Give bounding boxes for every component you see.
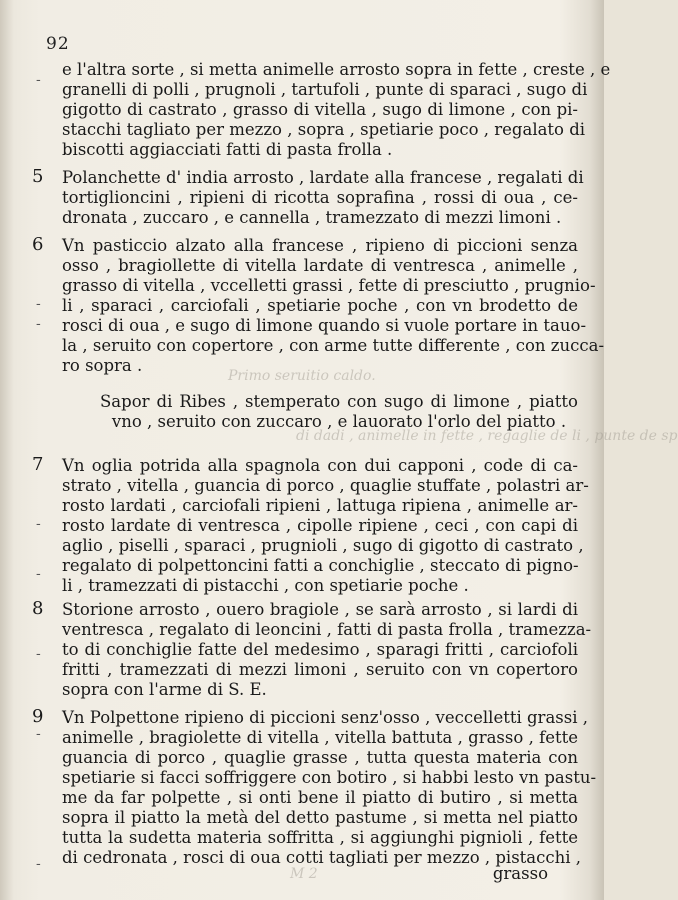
- text-line: e l'altra sorte , si metta animelle arrosto sopra in fette , creste , e: [62, 60, 611, 79]
- text-line: Sapor di Ribes , stemperato con sugo di limone , piatto: [100, 392, 578, 411]
- text-line: Vn Polpettone ripieno di piccioni senz'osso , veccelletti grassi ,: [62, 708, 588, 727]
- section-number: 6: [32, 234, 44, 255]
- section-number: 9: [32, 706, 44, 727]
- text-line: gigotto di castrato , grasso di vitella , sugo di limone , con pi-: [62, 100, 578, 119]
- section-number: 8: [32, 598, 44, 619]
- text-line: rosto lardati , carciofali ripieni , lattuga ripiena , animelle ar-: [62, 496, 578, 515]
- text-line: to di conchiglie fatte del medesimo , sparagi fritti , carciofoli: [62, 640, 578, 659]
- text-line: tutta la sudetta materia soffritta , si aggiunghi pignioli , fette: [62, 828, 578, 847]
- bleed-through-text: M 2: [290, 866, 318, 882]
- text-line: sopra il piatto la metà del detto pastume , si metta nel piatto: [62, 808, 578, 827]
- text-line: stacchi tagliato per mezzo , sopra , spetiarie poco , regalato di: [62, 120, 586, 139]
- section-number: 5: [32, 166, 44, 187]
- text-line: Storione arrosto , ouero bragiole , se sarà arrosto , si lardi di: [62, 600, 578, 619]
- margin-mark: -: [36, 646, 41, 662]
- catchword: grasso: [492, 864, 548, 883]
- text-line: la , seruito con copertore , con arme tutte differente , con zucca-: [62, 336, 605, 355]
- text-line: di cedronata , rosci di oua cotti tagliati per mezzo , pistacchi ,: [62, 848, 582, 867]
- text-line: ro sopra .: [62, 356, 143, 375]
- text-line: li , tramezzati di pistacchi , con spetiarie poche .: [62, 576, 469, 595]
- text-line: Vn pasticcio alzato alla francese , ripieno di piccioni senza: [62, 236, 578, 255]
- text-line: sopra con l'arme di S. E.: [62, 680, 267, 699]
- text-line: ventresca , regalato di leoncini , fatti di pasta frolla , tramezza-: [62, 620, 592, 639]
- section-number: 7: [32, 454, 44, 475]
- margin-mark: -: [36, 516, 41, 532]
- text-line: fritti , tramezzati di mezzi limoni , seruito con vn copertoro: [62, 660, 578, 679]
- text-line: Polanchette d' india arrosto , lardate alla francese , regalati di: [62, 168, 584, 187]
- text-line: rosci di oua , e sugo di limone quando si vuole portare in tauo-: [62, 316, 587, 335]
- margin-mark: -: [36, 726, 41, 742]
- bleed-through-text: di dadi , animelle in fette , regaglie de li , punte de sp: [296, 428, 678, 444]
- text-line: osso , bragiollette di vitella lardate di ventresca , animelle ,: [62, 256, 578, 275]
- text-line: Vn oglia potrida alla spagnola con dui capponi , code di ca-: [62, 456, 578, 475]
- text-line: tortiglioncini , ripieni di ricotta soprafina , rossi di oua , ce-: [62, 188, 578, 207]
- margin-mark: -: [36, 316, 41, 332]
- text-line: granelli di polli , prugnoli , tartufoli , punte di sparaci , sugo di: [62, 80, 588, 99]
- text-line: me da far polpette , si onti bene il piatto di butiro , si metta: [62, 788, 578, 807]
- bleed-through-text: Primo seruitio caldo.: [228, 368, 376, 384]
- margin-mark: -: [36, 566, 41, 582]
- text-line: grasso di vitella , vccelletti grassi , fette di presciutto , prugnio-: [62, 276, 596, 295]
- margin-mark: -: [36, 296, 41, 312]
- margin-mark: -: [36, 856, 41, 872]
- margin-mark: -: [36, 72, 41, 88]
- text-line: aglio , piselli , sparaci , prugnioli , sugo di gigotto di castrato ,: [62, 536, 584, 555]
- page-number: 92: [46, 34, 70, 54]
- text-line: dronata , zuccaro , e cannella , tramezzato di mezzi limoni .: [62, 208, 562, 227]
- text-line: vno , seruito con zuccaro , e lauorato l'orlo del piatto .: [111, 412, 567, 431]
- text-line: li , sparaci , carciofali , spetiarie poche , con vn brodetto de: [62, 296, 578, 315]
- text-line: guancia di porco , quaglie grasse , tutta questa materia con: [62, 748, 578, 767]
- text-line: spetiarie si facci soffriggere con botiro , si habbi lesto vn pastu-: [62, 768, 597, 787]
- text-line: rosto lardate di ventresca , cipolle ripiene , ceci , con capi di: [62, 516, 578, 535]
- text-line: regalato di polpettoncini fatti a conchiglie , steccato di pigno-: [62, 556, 579, 575]
- text-line: strato , vitella , guancia di porco , quaglie stuffate , polastri ar-: [62, 476, 589, 495]
- text-line: biscotti aggiacciati fatti di pasta frolla .: [62, 140, 393, 159]
- text-line: animelle , bragiolette di vitella , vitella battuta , grasso , fette: [62, 728, 578, 747]
